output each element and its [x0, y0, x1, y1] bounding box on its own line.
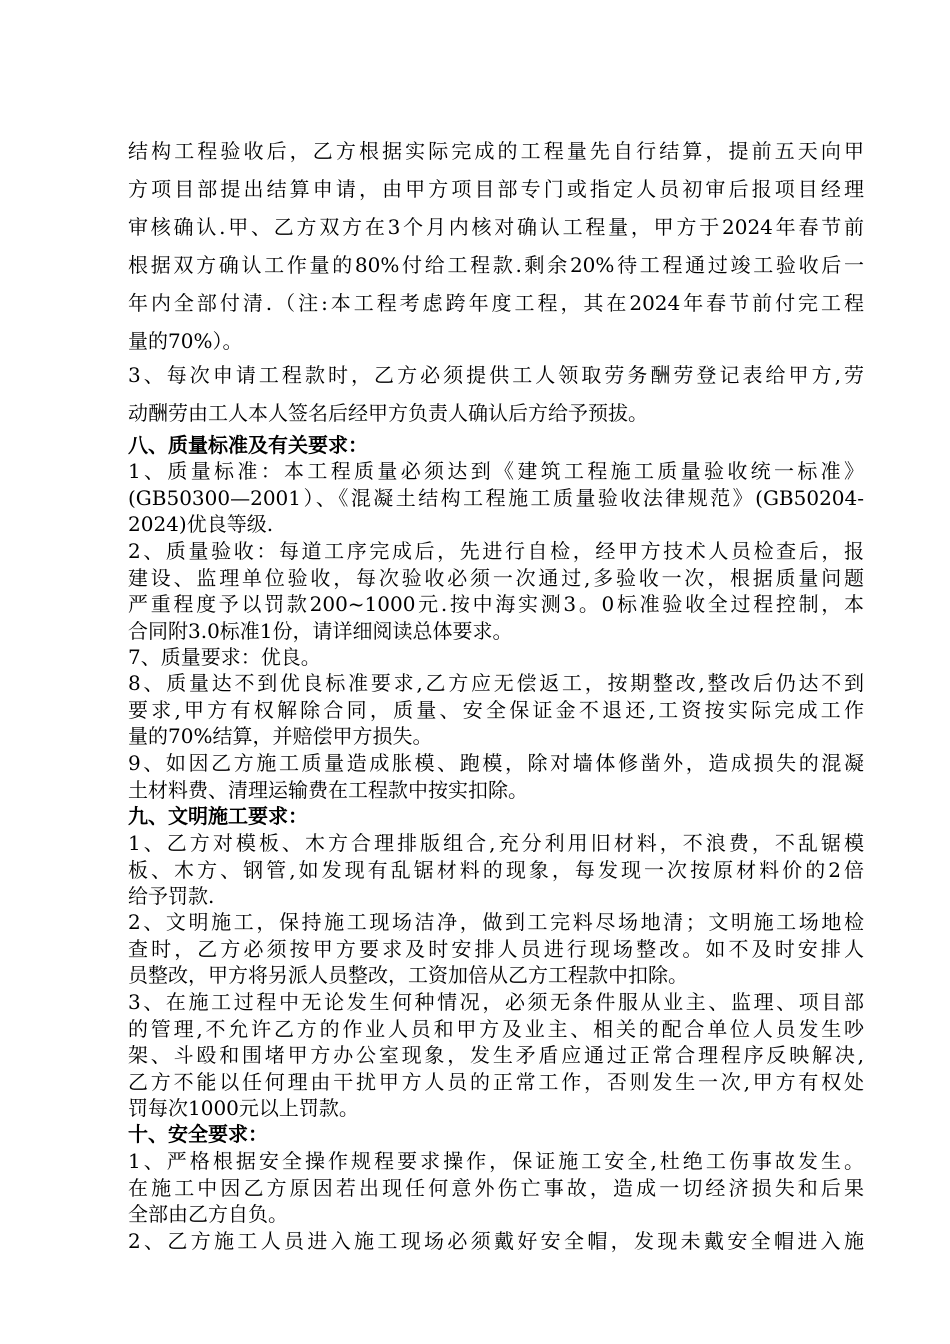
- text-line: 7、质量要求：优良。: [128, 645, 321, 669]
- text-line: 量的70%）。: [128, 329, 243, 353]
- text-line: 罚每次1000元以上罚款。: [128, 1096, 359, 1121]
- section-heading-safety: [128, 1121, 864, 1148]
- paragraph-settlement: [128, 132, 864, 360]
- text-line: 3、每次申请工程款时，乙方必须提供工人领取劳务酬劳登记表给甲方,劳: [128, 363, 864, 387]
- text-line: 审核确认.甲、乙方双方在3个月内核对确认工程量，甲方于2024年春节前: [128, 215, 864, 239]
- text-line: 2、文明施工，保持施工现场洁净，做到工完料尽场地清；文明施工场地检: [128, 910, 864, 934]
- paragraph-payment-application: [128, 356, 864, 432]
- text-line: 1、严格根据安全操作规程要求操作，保证施工安全,杜绝工伤事故发生。: [128, 1149, 864, 1173]
- heading-text: 十、安全要求：: [128, 1122, 268, 1146]
- text-line: 8、质量达不到优良标准要求,乙方应无偿返工，按期整改,整改后仍达不到: [128, 671, 864, 695]
- paragraph-formwork-damage: [128, 750, 864, 803]
- text-line: 2024)优良等级.: [128, 512, 274, 537]
- text-line: 全部由乙方自负。: [128, 1202, 288, 1227]
- paragraph-site-cleanliness: [128, 909, 864, 989]
- paragraph-quality-acceptance: [128, 538, 864, 644]
- text-line: 2、质量验收：每道工序完成后，先进行自检，经甲方技术人员检查后，报: [128, 539, 864, 563]
- text-line: 建设、监理单位验收，每次验收必须一次通过,多验收一次，根据质量问题: [128, 565, 864, 590]
- text-line: 根据双方确认工作量的80%付给工程款.剩余20%待工程通过竣工验收后一: [128, 253, 864, 277]
- text-line: 9、如因乙方施工质量造成胀模、跑模，除对墙体修凿外，造成损失的混凝: [128, 751, 864, 775]
- section-heading-quality: [128, 432, 864, 459]
- paragraph-quality-failure: [128, 670, 864, 750]
- paragraph-quality-requirement: [128, 644, 864, 671]
- text-line: 板、木方、钢管,如发现有乱锯材料的现象，每发现一次按原材料价的2倍: [128, 857, 864, 882]
- text-line: (GB50300—2001）、《混凝土结构工程施工质量验收法律规范》(GB50204-: [128, 485, 864, 510]
- text-line: 方项目部提出结算申请，由甲方项目部专门或指定人员初审后报项目经理: [128, 177, 864, 201]
- paragraph-safety-helmet: [128, 1228, 864, 1255]
- text-line: 1、质量标准：本工程质量必须达到《建筑工程施工质量验收统一标准》: [128, 459, 864, 483]
- text-line: 的管理,不允许乙方的作业人员和甲方及业主、相关的配合单位人员发生吵: [128, 1016, 864, 1041]
- text-line: 动酬劳由工人本人签名后经甲方负责人确认后方给予预拔。: [128, 401, 648, 425]
- text-line: 给予罚款.: [128, 884, 215, 909]
- text-line: 合同附3.0标准1份，请详细阅读总体要求。: [128, 618, 513, 643]
- section-heading-civilized-construction: [128, 803, 864, 830]
- heading-text: 九、文明施工要求：: [128, 804, 308, 828]
- text-line: 查时，乙方必须按甲方要求及时安排人员进行现场整改。如不及时安排人: [128, 936, 864, 961]
- text-line: 乙方不能以任何理由干扰甲方人员的正常工作，否则发生一次,甲方有权处: [128, 1069, 864, 1094]
- paragraph-safety-operation: [128, 1148, 864, 1228]
- paragraph-site-conduct: [128, 989, 864, 1122]
- text-line: 2、乙方施工人员进入施工现场必须戴好安全帽，发现未戴安全帽进入施: [128, 1229, 864, 1253]
- text-line: 在施工中因乙方原因若出现任何意外伤亡事故，造成一切经济损失和后果: [128, 1175, 864, 1200]
- text-line: 年内全部付清.（注:本工程考虑跨年度工程，其在2024年春节前付完工程: [128, 291, 864, 315]
- text-line: 量的70%结算，并赔偿甲方损失。: [128, 724, 433, 749]
- text-line: 员整改，甲方将另派人员整改，工资加倍从乙方工程款中扣除。: [128, 963, 688, 988]
- paragraph-materials: [128, 830, 864, 910]
- text-line: 架、斗殴和围堵甲方办公室现象，发生矛盾应通过正常合理程序反映解决,: [128, 1043, 864, 1068]
- heading-text: 八、质量标准及有关要求：: [128, 433, 368, 457]
- text-line: 3、在施工过程中无论发生何种情况，必须无条件服从业主、监理、项目部: [128, 990, 864, 1014]
- text-line: 结构工程验收后，乙方根据实际完成的工程量先自行结算，提前五天向甲: [128, 139, 864, 163]
- text-line: 严重程度予以罚款200~1000元.按中海实测3。0标准验收全过程控制，本: [128, 592, 864, 617]
- text-line: 土材料费、清理运输费在工程款中按实扣除。: [128, 777, 528, 802]
- paragraph-quality-standard: [128, 458, 864, 538]
- text-line: 1、乙方对模板、木方合理排版组合,充分利用旧材料，不浪费，不乱锯模: [128, 831, 864, 855]
- text-line: 要求,甲方有权解除合同，质量、安全保证金不退还,工资按实际完成工作: [128, 697, 864, 722]
